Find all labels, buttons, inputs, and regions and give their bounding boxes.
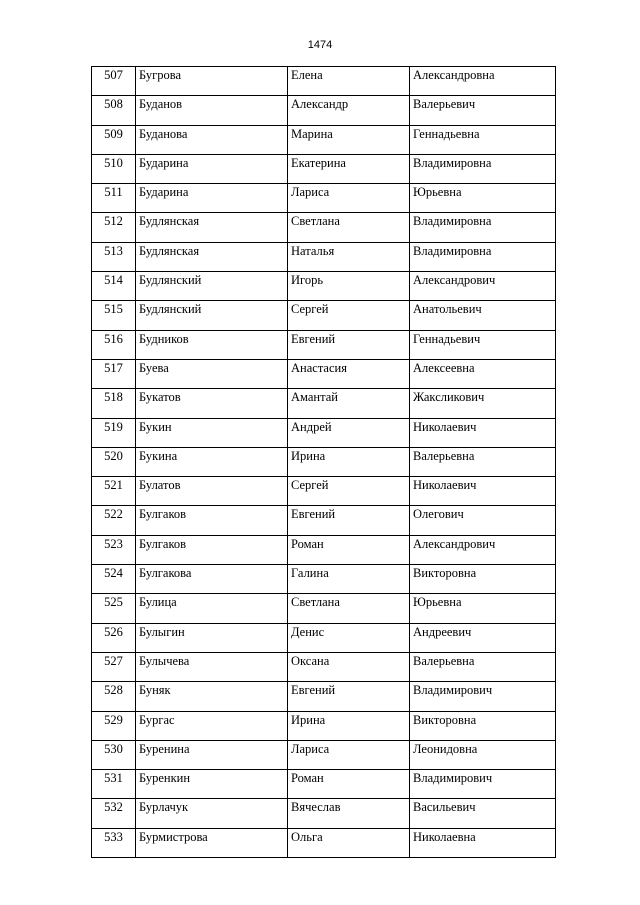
table-row <box>92 330 556 359</box>
first-name-cell: Светлана <box>288 213 410 242</box>
first-name-cell: Андрей <box>288 418 410 447</box>
table-row <box>92 682 556 711</box>
row-number-cell: 517 <box>92 359 136 388</box>
table-row <box>92 799 556 828</box>
first-name-cell: Елена <box>288 67 410 96</box>
table-row <box>92 272 556 301</box>
row-number-cell: 507 <box>92 67 136 96</box>
patronymic-cell: Николаевич <box>410 418 556 447</box>
first-name-cell: Евгений <box>288 506 410 535</box>
row-number-cell: 528 <box>92 682 136 711</box>
surname-cell: Будлянская <box>136 213 288 242</box>
patronymic-cell: Владимировна <box>410 242 556 271</box>
patronymic-cell: Валерьевна <box>410 447 556 476</box>
surname-cell: Буданов <box>136 96 288 125</box>
patronymic-cell: Олегович <box>410 506 556 535</box>
surname-cell: Булыгин <box>136 623 288 652</box>
page-number: 1474 <box>307 39 333 51</box>
table-row <box>92 213 556 242</box>
patronymic-cell: Леонидовна <box>410 740 556 769</box>
surname-cell: Бударина <box>136 154 288 183</box>
first-name-cell: Сергей <box>288 477 410 506</box>
row-number-cell: 511 <box>92 184 136 213</box>
patronymic-cell: Валерьевна <box>410 652 556 681</box>
table-row <box>92 506 556 535</box>
surname-cell: Букина <box>136 447 288 476</box>
surname-cell: Бугрова <box>136 67 288 96</box>
row-number-cell: 525 <box>92 594 136 623</box>
row-number-cell: 526 <box>92 623 136 652</box>
first-name-cell: Оксана <box>288 652 410 681</box>
patronymic-cell: Александрович <box>410 535 556 564</box>
row-number-cell: 531 <box>92 770 136 799</box>
table-row <box>92 477 556 506</box>
first-name-cell: Екатерина <box>288 154 410 183</box>
surname-cell: Букатов <box>136 389 288 418</box>
patronymic-cell: Александровна <box>410 67 556 96</box>
table-row <box>92 594 556 623</box>
surname-cell: Будлянский <box>136 272 288 301</box>
patronymic-cell: Андреевич <box>410 623 556 652</box>
patronymic-cell: Юрьевна <box>410 184 556 213</box>
patronymic-cell: Николаевич <box>410 477 556 506</box>
row-number-cell: 509 <box>92 125 136 154</box>
table-row <box>92 740 556 769</box>
first-name-cell: Евгений <box>288 330 410 359</box>
surname-cell: Бургас <box>136 711 288 740</box>
table-row <box>92 565 556 594</box>
first-name-cell: Роман <box>288 770 410 799</box>
first-name-cell: Евгений <box>288 682 410 711</box>
row-number-cell: 521 <box>92 477 136 506</box>
row-number-cell: 518 <box>92 389 136 418</box>
row-number-cell: 512 <box>92 213 136 242</box>
surname-cell: Будников <box>136 330 288 359</box>
row-number-cell: 515 <box>92 301 136 330</box>
patronymic-cell: Владимировна <box>410 154 556 183</box>
surname-cell: Буренкин <box>136 770 288 799</box>
surname-cell: Будлянская <box>136 242 288 271</box>
row-number-cell: 523 <box>92 535 136 564</box>
surname-cell: Буева <box>136 359 288 388</box>
row-number-cell: 520 <box>92 447 136 476</box>
patronymic-cell: Николаевна <box>410 828 556 857</box>
patronymic-cell: Владимирович <box>410 770 556 799</box>
row-number-cell: 529 <box>92 711 136 740</box>
first-name-cell: Ольга <box>288 828 410 857</box>
table-row <box>92 125 556 154</box>
patronymic-cell: Владимирович <box>410 682 556 711</box>
surname-cell: Булица <box>136 594 288 623</box>
row-number-cell: 516 <box>92 330 136 359</box>
first-name-cell: Лариса <box>288 740 410 769</box>
row-number-cell: 522 <box>92 506 136 535</box>
patronymic-cell: Анатольевич <box>410 301 556 330</box>
first-name-cell: Александр <box>288 96 410 125</box>
table-row <box>92 828 556 857</box>
table-row <box>92 623 556 652</box>
surname-cell: Булатов <box>136 477 288 506</box>
row-number-cell: 533 <box>92 828 136 857</box>
table-row <box>92 359 556 388</box>
first-name-cell: Лариса <box>288 184 410 213</box>
table-row <box>92 154 556 183</box>
patronymic-cell: Александрович <box>410 272 556 301</box>
surname-cell: Булгаков <box>136 535 288 564</box>
patronymic-cell: Юрьевна <box>410 594 556 623</box>
table-row <box>92 389 556 418</box>
row-number-cell: 513 <box>92 242 136 271</box>
table-row <box>92 711 556 740</box>
surname-cell: Буданова <box>136 125 288 154</box>
surname-cell: Буняк <box>136 682 288 711</box>
surname-cell: Булгаков <box>136 506 288 535</box>
patronymic-cell: Геннадьевна <box>410 125 556 154</box>
patronymic-cell: Владимировна <box>410 213 556 242</box>
first-name-cell: Сергей <box>288 301 410 330</box>
table-row <box>92 96 556 125</box>
surname-cell: Буренина <box>136 740 288 769</box>
first-name-cell: Марина <box>288 125 410 154</box>
row-number-cell: 514 <box>92 272 136 301</box>
surname-cell: Бурлачук <box>136 799 288 828</box>
row-number-cell: 532 <box>92 799 136 828</box>
row-number-cell: 527 <box>92 652 136 681</box>
surname-cell: Булычева <box>136 652 288 681</box>
table-row <box>92 652 556 681</box>
first-name-cell: Вячеслав <box>288 799 410 828</box>
first-name-cell: Галина <box>288 565 410 594</box>
first-name-cell: Амантай <box>288 389 410 418</box>
patronymic-cell: Валерьевич <box>410 96 556 125</box>
first-name-cell: Анастасия <box>288 359 410 388</box>
patronymic-cell: Викторовна <box>410 711 556 740</box>
patronymic-cell: Алексеевна <box>410 359 556 388</box>
row-number-cell: 530 <box>92 740 136 769</box>
table-row <box>92 770 556 799</box>
first-name-cell: Светлана <box>288 594 410 623</box>
table-row <box>92 301 556 330</box>
table-row <box>92 67 556 96</box>
surname-cell: Булгакова <box>136 565 288 594</box>
first-name-cell: Роман <box>288 535 410 564</box>
row-number-cell: 508 <box>92 96 136 125</box>
names-table-body <box>92 67 556 858</box>
surname-cell: Будлянский <box>136 301 288 330</box>
table-row <box>92 242 556 271</box>
first-name-cell: Ирина <box>288 711 410 740</box>
row-number-cell: 524 <box>92 565 136 594</box>
surname-cell: Букин <box>136 418 288 447</box>
first-name-cell: Ирина <box>288 447 410 476</box>
first-name-cell: Денис <box>288 623 410 652</box>
patronymic-cell: Викторовна <box>410 565 556 594</box>
surname-cell: Бударина <box>136 184 288 213</box>
row-number-cell: 519 <box>92 418 136 447</box>
surname-cell: Бурмистрова <box>136 828 288 857</box>
patronymic-cell: Геннадьевич <box>410 330 556 359</box>
table-row <box>92 418 556 447</box>
table-row <box>92 184 556 213</box>
first-name-cell: Игорь <box>288 272 410 301</box>
first-name-cell: Наталья <box>288 242 410 271</box>
patronymic-cell: Жаксликович <box>410 389 556 418</box>
table-row <box>92 447 556 476</box>
row-number-cell: 510 <box>92 154 136 183</box>
table-row <box>92 535 556 564</box>
names-table <box>91 66 556 858</box>
patronymic-cell: Васильевич <box>410 799 556 828</box>
